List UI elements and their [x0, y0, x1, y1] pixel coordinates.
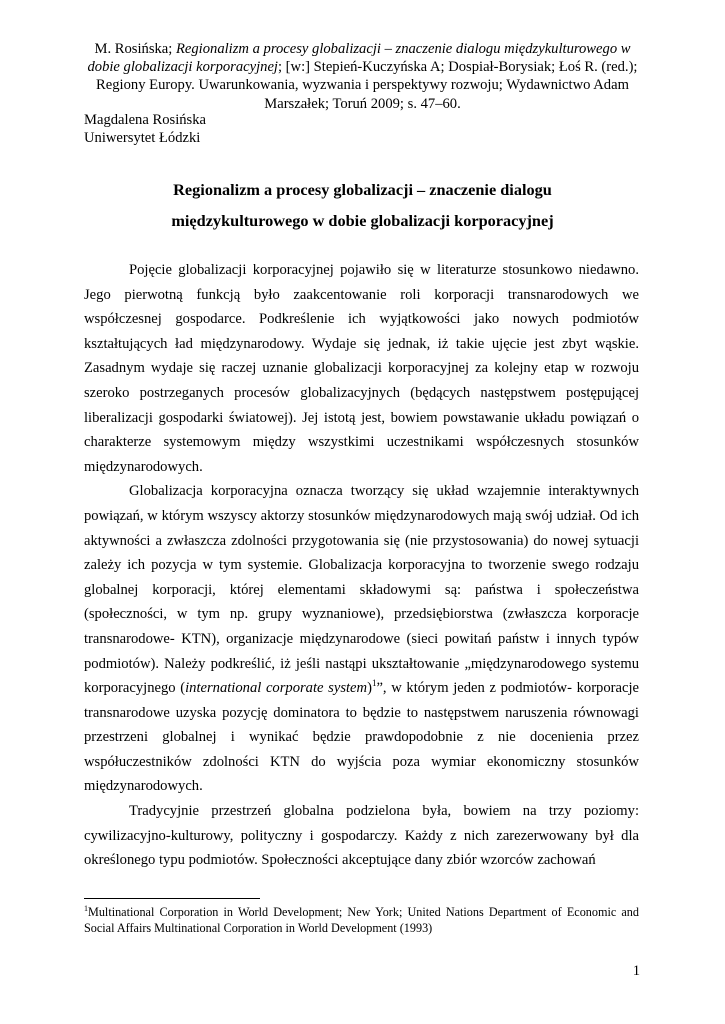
paragraph-3: Tradycyjnie przestrzeń globalna podzielona była, bowiem na trzy poziomy: cywilizacyjno-kulturowy, polityczny i gospodarczy. Każdy z nich zarezerwowany był dla określonego typu podmiotów. Społeczności akceptujące dany zbiór wzorców zachowań — [84, 803, 639, 869]
body-text — [84, 258, 639, 873]
paragraph-2-close-paren: ) — [367, 680, 372, 697]
citation-title: Regionalizm a procesy globalizacji – znaczenie dialogu międzykulturowego w dobie globalizacji korporacyjnej — [87, 41, 631, 76]
paragraph-2-text-b: ”, w którym jeden z podmiotów- korporacje transnarodowe uzyska pozycję dominatora to będzie to następstwem naruszenia równowagi przestrzeni globalnej i wynikać będzie prawdopodobnie z nie docenienia przez współuczestników zdolności KTN do wyjścia poza wymiar ekonomiczny stosunków międzynarodowych. — [84, 680, 639, 795]
author-block — [84, 111, 206, 147]
footnote-reference[interactable]: 1 — [371, 678, 377, 689]
paragraph-1: Pojęcie globalizacji korporacyjnej pojawiło się w literaturze stosunkowo niedawno. Jego pierwotną funkcją było zaakcentowanie roli korporacji transnarodowych we współczesnej gospodarce. Podkreślenie ich wyjątkowości jako nowych podmiotów kształtujących ład międzynarodowy. Wydaje się jednak, iż takie ujęcie jest zbyt wąskie. Zasadnym wydaje się raczej uznanie globalizacji korporacyjnej za kolejny etap w rozwoju szeroko postrzeganych procesów globalizacyjnych (będących następstwem postępującej liberalizacji gospodarki światowej). Jej istotą jest, bowiem powstawanie układu powiązań o charakterze systemowym między wszystkimi uczestnikami współczesnych stosunków międzynarodowych. — [84, 262, 639, 475]
title-line-2: międzykulturowego w dobie globalizacji korporacyjnej — [171, 210, 554, 230]
citation-author: M. Rosińska; — [94, 41, 176, 57]
footnote-1 — [84, 905, 639, 936]
footnote-text: Multinational Corporation in World Development; New York; United Nations Department of Economic and Social Affairs Multinational Corporation in World Development (1993) — [84, 905, 639, 935]
author-name: Magdalena Rosińska — [84, 112, 206, 128]
author-affiliation: Uniwersytet Łódzki — [84, 130, 201, 147]
title-line-1: Regionalizm a procesy globalizacji – znaczenie dialogu — [173, 180, 552, 199]
footnote-separator — [84, 898, 260, 899]
paper-title — [90, 175, 635, 236]
paragraph-2-text-a: Globalizacja korporacyjna oznacza tworzący się układ wzajemnie interaktywnych powiązań, w którym wszyscy aktorzy stosunków międzynarodowych mają swój udział. Od ich aktywności a zwłaszcza zdolności przygotowania się (nie przystosowania) do nowej sytuacji zależy ich pozycja w tym systemie. Globalizacja korporacyjna to tworzenie swego rodzaju globalnej korporacji, której elementami składowymi są: państwa i społeczeństwa (społeczności, w tym np. grupy wyznaniowe), przedsiębiorstwa (zwłaszcza korporacje transnarodowe- KTN), organizacje międzynarodowe (sieci powitań państw i innych typów podmiotów). Należy podkreślić, iż jeśli nastąpi ukształtowanie „międzynarodowego systemu korporacyjnego ( — [84, 483, 639, 697]
page-number: 1 — [632, 963, 640, 979]
paragraph-2-italic-term: international corporate system — [185, 680, 368, 697]
paragraph-2 — [84, 479, 639, 799]
citation-source: ; [w:] Stepień-Kuczyńska A; Dospiał-Borysiak; Łoś R. (red.); Regiony Europy. Uwarunkowania, wyzwania i perspektywy rozwoju; Wydawnictwo Adam Marszałek; Toruń 2009; s. 47–60. — [96, 59, 638, 112]
footnote-number: 1 — [84, 904, 88, 913]
citation-header — [80, 40, 645, 113]
